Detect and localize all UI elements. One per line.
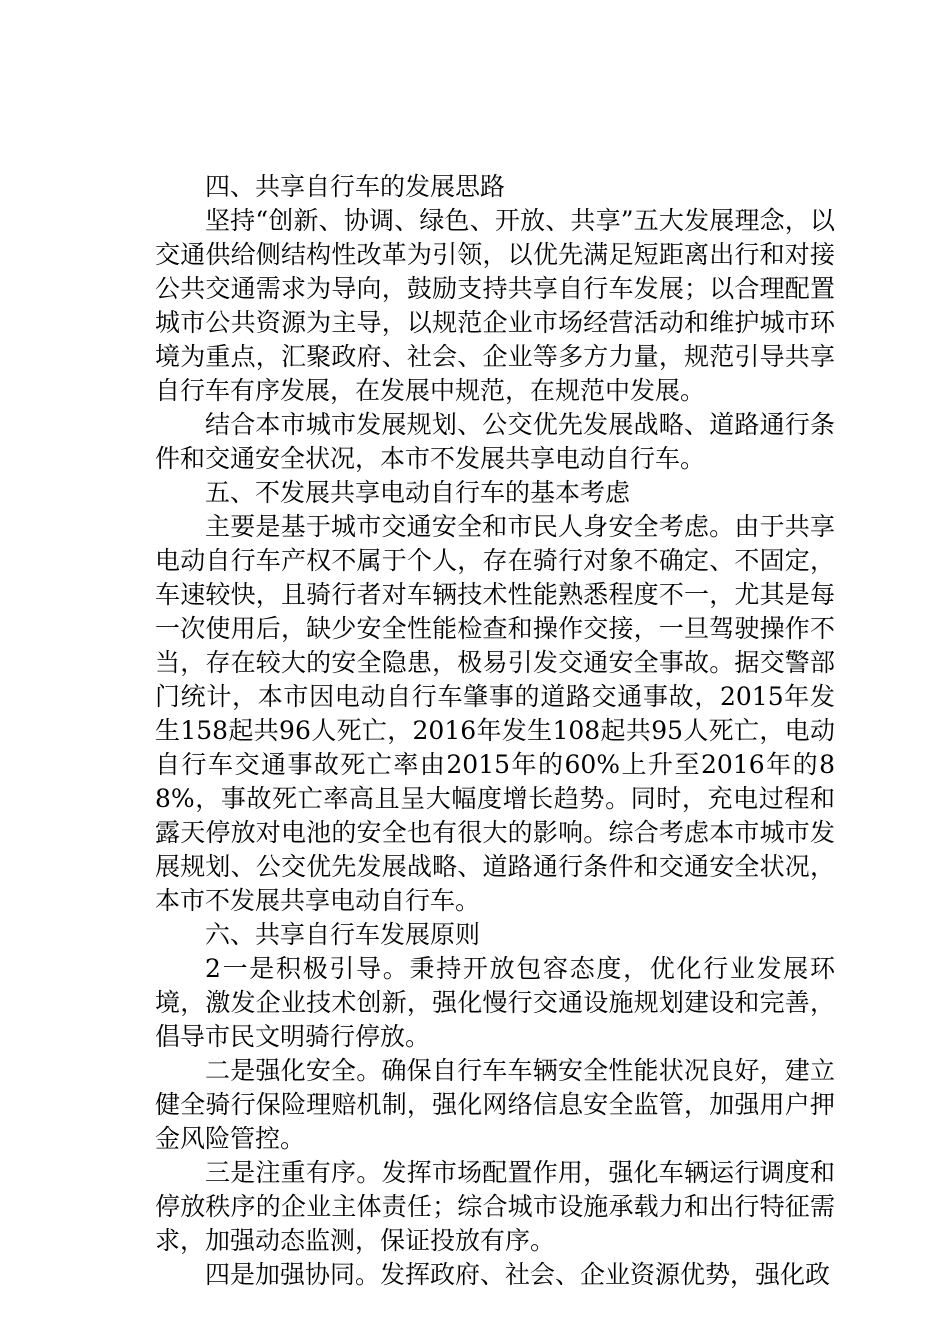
section-heading-basic-considerations: 五、不发展共享电动自行车的基本考虑: [205, 478, 631, 507]
paragraph-principle-order: 三是注重有序。发挥市场配置作用，强化车辆运行调度和停放秩序的企业主体责任；综合城市设施承载力和出行特征需求，加强动态监测，保证投放有序。: [155, 1158, 835, 1255]
paragraph-principle-guidance: 2一是积极引导。秉持开放包容态度，优化行业发展环境，激发企业技术创新，强化慢行交通设施规划建设和完善，倡导市民文明骑行停放。: [155, 954, 835, 1051]
document-body: [155, 170, 835, 1292]
paragraph-no-shared-e-bikes: 结合本市城市发展规划、公交优先发展战略、道路通行条件和交通安全状况，本市不发展共享电动自行车。: [155, 410, 835, 473]
paragraph-principle-coordination: 四是加强协同。发挥政府、社会、企业资源优势，强化政: [205, 1260, 831, 1289]
section-heading-development-principles: 六、共享自行车发展原则: [205, 920, 481, 949]
section-heading-development-approach: 四、共享自行车的发展思路: [205, 172, 506, 201]
paragraph-safety-considerations: 主要是基于城市交通安全和市民人身安全考虑。由于共享电动自行车产权不属于个人，存在骑行对象不确定、不固定，车速较快，且骑行者对车辆技术性能熟悉程度不一，尤其是每一次使用后，缺少安全性能检查和操作交接，一旦驾驶操作不当，存在较大的安全隐患，极易引发交通安全事故。据交警部门统计，本市因电动自行车肇事的道路交通事故，2015年发生158起共96人死亡，2016年发生108起共95人死亡，电动自行车交通事故死亡率由2015年的60%上升至2016年的88%，事故死亡率高且呈大幅度增长趋势。同时，充电过程和露天停放对电池的安全也有很大的影响。综合考虑本市城市发展规划、公交优先发展战略、道路通行条件和交通安全状况，本市不发展共享电动自行车。: [155, 512, 835, 915]
paragraph-principle-safety: 二是强化安全。确保自行车车辆安全性能状况良好，建立健全骑行保险理赔机制，强化网络信息安全监管，加强用户押金风险管控。: [155, 1056, 835, 1153]
paragraph-development-philosophy: 坚持“创新、协调、绿色、开放、共享”五大发展理念，以交通供给侧结构性改革为引领，以优先满足短距离出行和对接公共交通需求为导向，鼓励支持共享自行车发展；以合理配置城市公共资源为主导，以规范企业市场经营活动和维护城市环境为重点，汇聚政府、社会、企业等多方力量，规范引导共享自行车有序发展，在发展中规范，在规范中发展。: [155, 206, 835, 405]
